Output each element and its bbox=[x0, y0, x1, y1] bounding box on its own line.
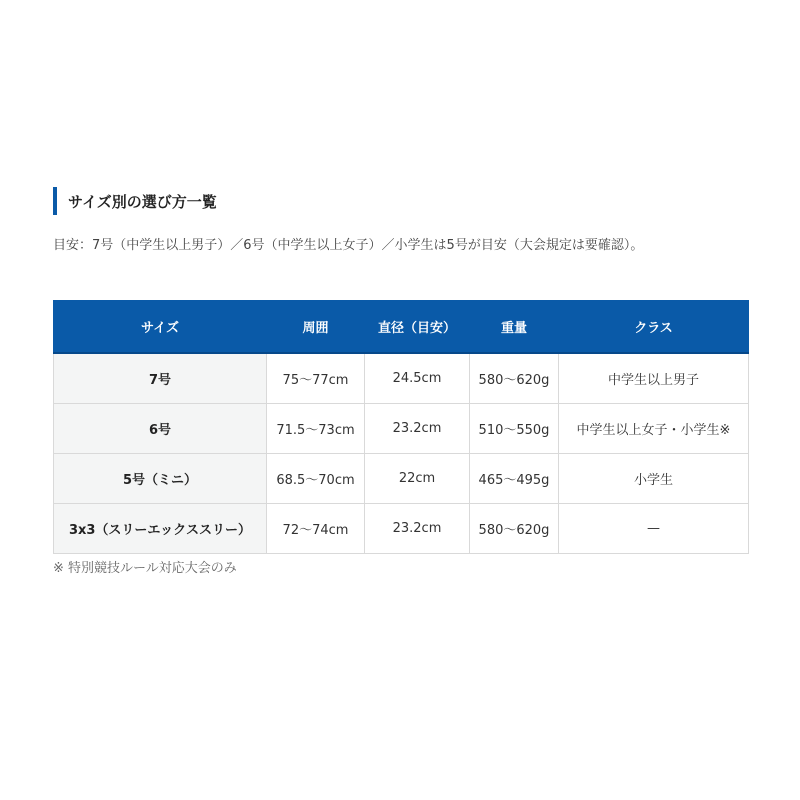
header-class: クラス bbox=[559, 301, 749, 354]
header-weight: 重量 bbox=[470, 301, 559, 354]
cell-diameter: 23.2cm bbox=[365, 404, 470, 454]
header-circumference: 周囲 bbox=[267, 301, 365, 354]
cell-class: — bbox=[559, 504, 749, 554]
cell-weight: 510〜550g bbox=[470, 404, 559, 454]
cell-weight: 580〜620g bbox=[470, 353, 559, 404]
cell-size: 6号 bbox=[54, 404, 267, 454]
cell-diameter: 22cm bbox=[365, 454, 470, 504]
cell-diameter: 24.5cm bbox=[365, 353, 470, 404]
cell-class: 中学生以上男子 bbox=[559, 353, 749, 404]
cell-class: 中学生以上女子・小学生※ bbox=[559, 404, 749, 454]
table-row bbox=[54, 404, 749, 454]
cell-circumference: 71.5〜73cm bbox=[267, 404, 365, 454]
section-heading: サイズ別の選び方一覧 bbox=[53, 187, 217, 215]
size-guide-note: 目安：7号（中学生以上男子）／6号（中学生以上女子）／小学生は5号が目安（大会規定は要確認）。 bbox=[53, 238, 644, 253]
header-diameter: 直径（目安） bbox=[365, 301, 470, 354]
table-row bbox=[54, 353, 749, 404]
cell-circumference: 75〜77cm bbox=[267, 353, 365, 404]
cell-diameter: 23.2cm bbox=[365, 504, 470, 554]
cell-size: 5号（ミニ） bbox=[54, 454, 267, 504]
header-size: サイズ bbox=[54, 301, 267, 354]
table-row bbox=[54, 454, 749, 504]
cell-size: 7号 bbox=[54, 353, 267, 404]
cell-circumference: 68.5〜70cm bbox=[267, 454, 365, 504]
table-row bbox=[54, 504, 749, 554]
table-header-row bbox=[54, 301, 749, 354]
cell-weight: 580〜620g bbox=[470, 504, 559, 554]
cell-weight: 465〜495g bbox=[470, 454, 559, 504]
cell-circumference: 72〜74cm bbox=[267, 504, 365, 554]
footnote: ※ 特別競技ルール対応大会のみ bbox=[53, 561, 237, 576]
size-table bbox=[53, 300, 749, 554]
cell-class: 小学生 bbox=[559, 454, 749, 504]
cell-size: 3x3（スリーエックススリー） bbox=[54, 504, 267, 554]
